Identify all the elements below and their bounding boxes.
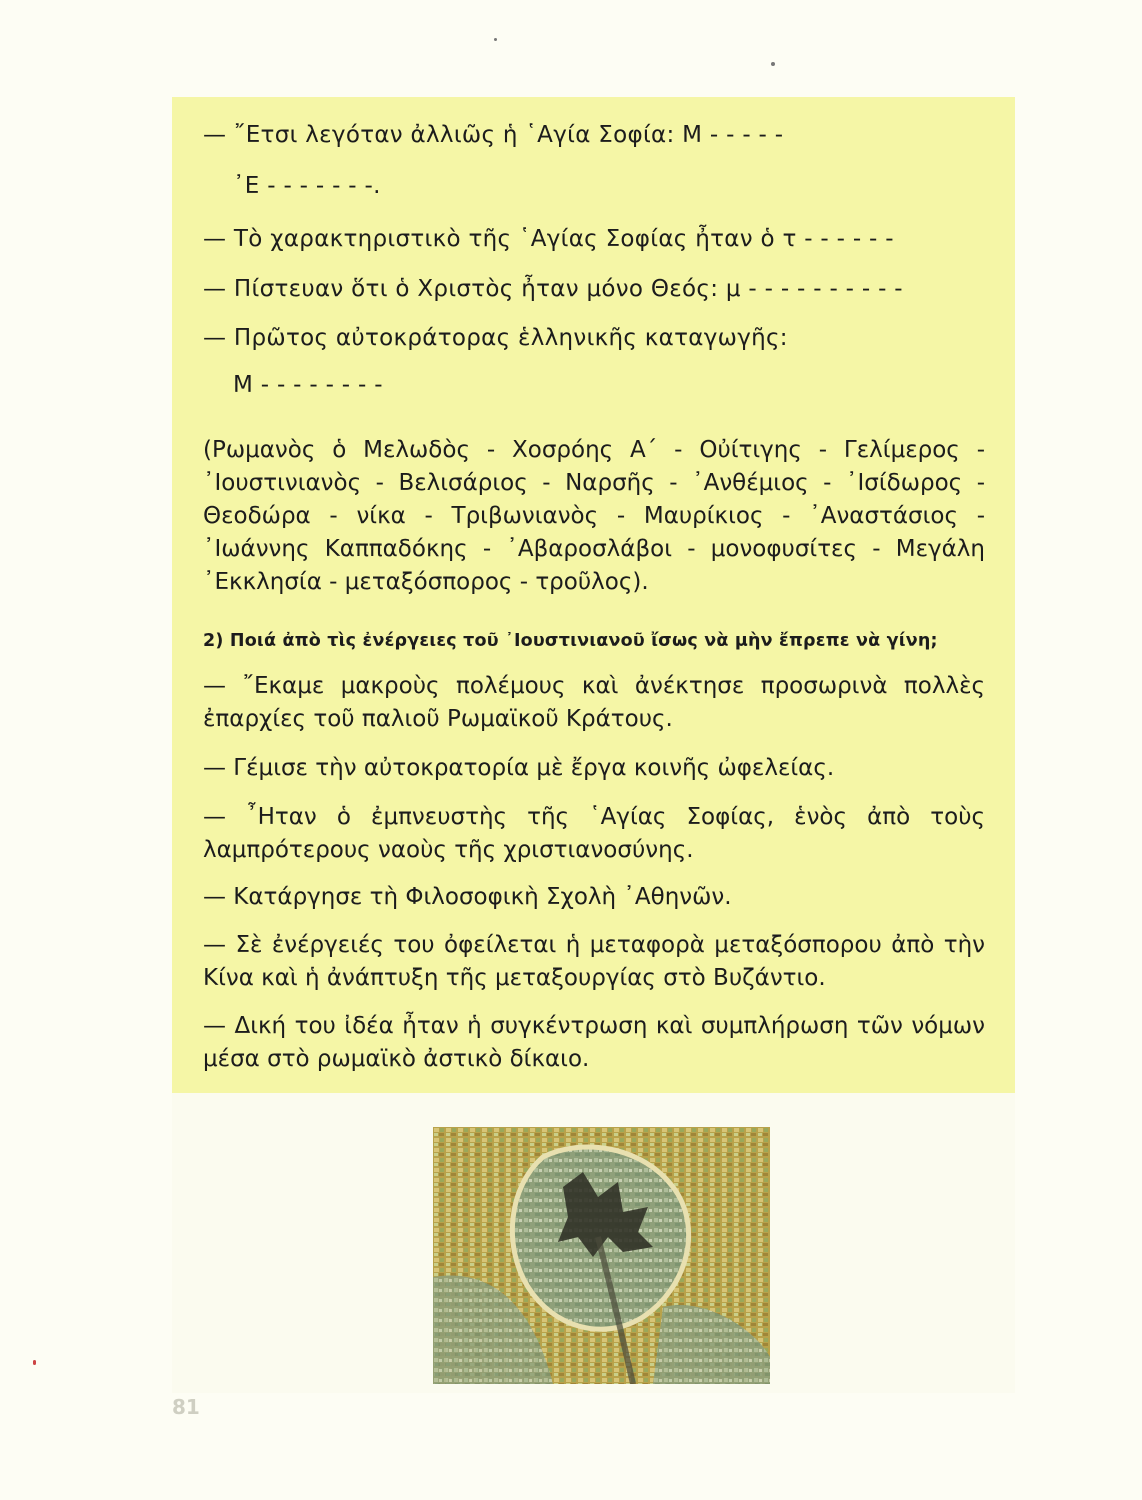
answer-item: — ῏Ηταν ὁ ἐμπνευστὴς τῆς ῾Αγίας Σοφίας, ἑνὸς ἀπὸ τοὺς λαμπρότερους ναοὺς τῆς χριστιανοσύνης. bbox=[203, 804, 985, 863]
print-speck bbox=[33, 1360, 36, 1365]
mosaic-leaf-illustration bbox=[433, 1127, 770, 1384]
page-number: 81 bbox=[172, 1395, 200, 1419]
print-speck bbox=[494, 38, 497, 41]
word-bank: (Ρωμανὸς ὁ Μελωδὸς - Χοσρόης Α΄ - Οὐίτιγης - Γελίμερος - ᾿Ιουστινιανὸς - Βελισάριος - Ναρσῆς - ᾿Ανθέμιος - ᾿Ισίδωρος - Θεοδώρα - νίκα - Τριβωνιανὸς - Μαυρίκιος - ᾿Αναστάσιος - ᾿Ιωάννης Καππαδόκης - ᾿Αβαροσλάβοι - μονοφυσίτες - Μεγάλη ᾿Εκκλησία - μεταξόσπορος - τροῦλος). bbox=[203, 437, 985, 595]
answer-item: — Κατάργησε τὴ Φιλοσοφικὴ Σχολὴ ᾿Αθηνῶν. bbox=[203, 884, 732, 910]
line-hagia-sophia-name: — ῎Ετσι λεγόταν ἀλλιῶς ἡ ῾Αγία Σοφία: Μ - - - - - bbox=[203, 122, 784, 148]
line-first-greek-emperor: — Πρῶτος αὐτοκράτορας ἑλληνικῆς καταγωγῆς: bbox=[203, 325, 788, 351]
line-hagia-sophia-blank: ᾿Ε - - - - - - -. bbox=[233, 173, 381, 199]
line-characteristic: — Τὸ χαρακτηριστικὸ τῆς ῾Αγίας Σοφίας ἦταν ὁ τ - - - - - - bbox=[203, 226, 894, 252]
answer-item: — ῎Εκαμε μακροὺς πολέμους καὶ ἀνέκτησε προσωρινὰ πολλὲς ἐπαρχίες τοῦ παλιοῦ Ρωμαϊκοῦ Κράτους. bbox=[203, 673, 985, 732]
print-speck bbox=[771, 62, 775, 66]
mosaic-image bbox=[433, 1127, 770, 1384]
question-2-title: 2) Ποιά ἀπὸ τὶς ἐνέργειες τοῦ ᾿Ιουστινιανοῦ ἴσως νὰ μὴν ἔπρεπε νὰ γίνη; bbox=[203, 631, 938, 651]
line-monophysites: — Πίστευαν ὅτι ὁ Χριστὸς ἦταν μόνο Θεός: μ - - - - - - - - - - bbox=[203, 276, 903, 302]
answer-item: — Γέμισε τὴν αὐτοκρατορία μὲ ἔργα κοινῆς ὠφελείας. bbox=[203, 755, 835, 781]
answer-item: — Δική του ἰδέα ἦταν ἡ συγκέντρωση καὶ συμπλήρωση τῶν νόμων μέσα στὸ ρωμαϊκὸ ἀστικὸ δίκαιο. bbox=[203, 1013, 985, 1072]
line-first-greek-emperor-blank: Μ - - - - - - - - bbox=[233, 372, 383, 398]
answer-item: — Σὲ ἐνέργειές του ὀφείλεται ἡ μεταφορὰ μεταξόσπορου ἀπὸ τὴν Κίνα καὶ ἡ ἀνάπτυξη τῆς μεταξουργίας στὸ Βυζάντιο. bbox=[203, 932, 985, 991]
